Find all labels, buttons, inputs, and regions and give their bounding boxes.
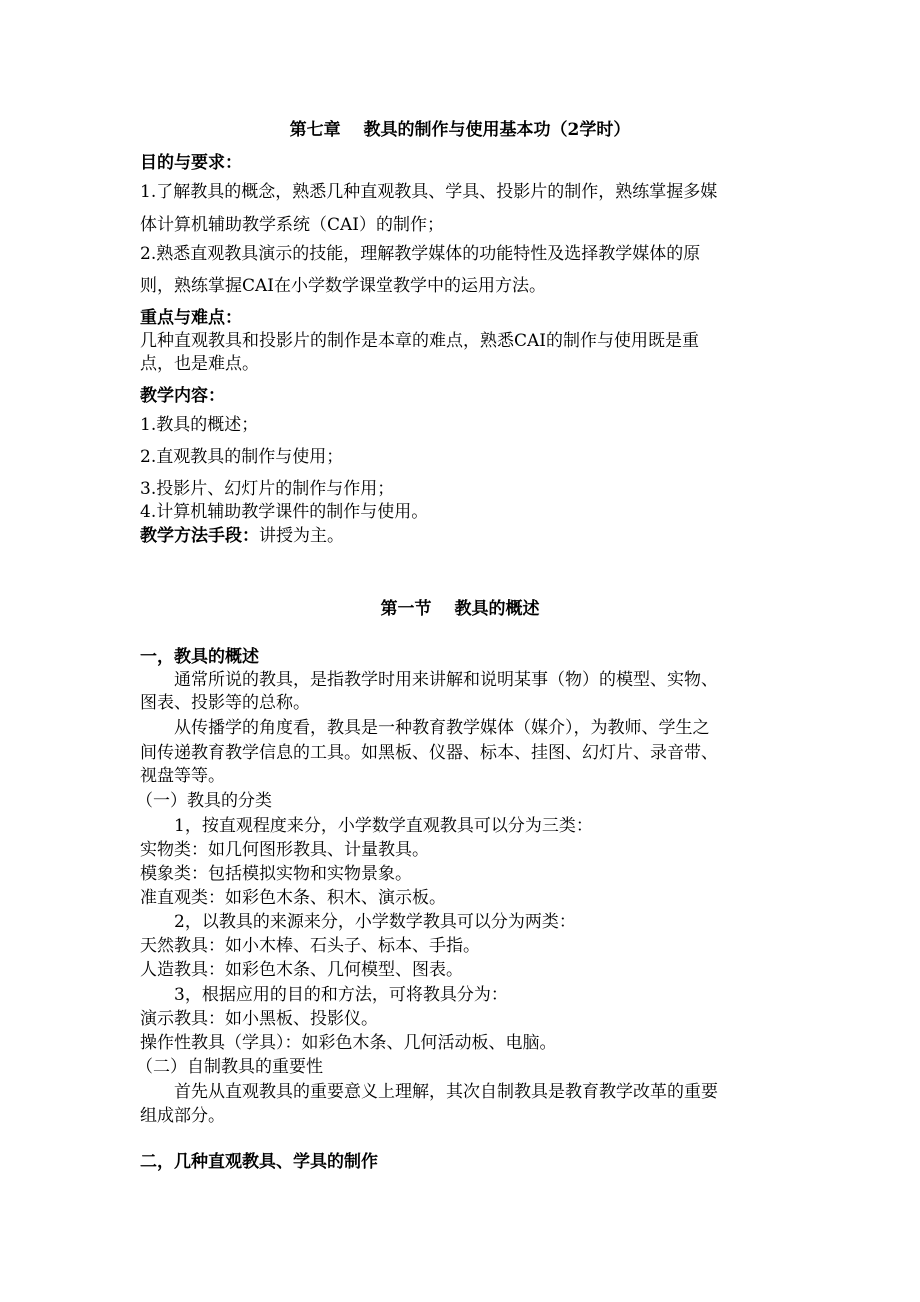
classification-1-item: 准直观类：如彩色木条、积木、演示板。 <box>140 888 446 908</box>
method-line <box>140 524 344 548</box>
paragraph-2-line-2: 间传递教育教学信息的工具。如黑板、仪器、标本、挂图、幻灯片、录音带、 <box>140 743 718 763</box>
classification-3-item: 演示教具：如小黑板、投影仪。 <box>140 1009 378 1029</box>
section-title: 第一节 教具的概述 <box>380 599 540 619</box>
paragraph-1-line-2: 图表、投影等的总称。 <box>140 693 310 713</box>
key-points-line-1: 几种直观教具和投影片的制作是本章的难点，熟悉CAI的制作与使用既是重 <box>140 331 699 351</box>
method-label: 教学方法手段： <box>140 526 259 546</box>
subsection-2-heading: （二）自制教具的重要性 <box>136 1057 323 1077</box>
classification-2-item: 人造教具：如彩色木条、几何模型、图表。 <box>140 960 463 980</box>
subsection-2-line-2: 组成部分。 <box>140 1106 225 1126</box>
key-points-line-2: 点，也是难点。 <box>140 354 259 374</box>
key-points-heading: 重点与难点： <box>140 308 242 328</box>
paragraph-2-line-1: 从传播学的角度看，教具是一种教育教学媒体（媒介），为教师、学生之 <box>174 718 710 738</box>
content-item: 1.教具的概述； <box>140 415 259 435</box>
content-item: 3.投影片、幻灯片的制作与作用； <box>140 479 395 499</box>
classification-3-item: 操作性教具（学具）：如彩色木条、几何活动板、电脑。 <box>140 1033 557 1053</box>
objective-item-2-line-2: 则，熟练掌握CAI在小学数学课堂教学中的运用方法。 <box>140 276 546 296</box>
objective-item-1-line-2: 体计算机辅助教学系统（CAI）的制作； <box>140 215 444 235</box>
classification-2-item: 天然教具：如小木棒、石头子、标本、手指。 <box>140 936 480 956</box>
content-heading: 教学内容： <box>140 386 225 406</box>
chapter-title: 第七章 教具的制作与使用基本功（2学时） <box>289 120 631 140</box>
part-2-heading: 二，几种直观教具、学具的制作 <box>140 1152 378 1172</box>
content-item: 4.计算机辅助教学课件的制作与使用。 <box>140 502 429 522</box>
part-1-heading: 一，教具的概述 <box>140 647 259 667</box>
classification-1-item: 实物类：如几何图形教具、计量教具。 <box>140 840 429 860</box>
method-value: 讲授为主。 <box>259 526 344 546</box>
paragraph-2-line-3: 视盘等等。 <box>140 766 225 786</box>
subsection-1-heading: （一）教具的分类 <box>136 791 272 811</box>
objectives-heading: 目的与要求： <box>140 153 242 173</box>
objective-item-2-line-1: 2.熟悉直观教具演示的技能，理解教学媒体的功能特性及选择教学媒体的原 <box>140 244 701 264</box>
classification-1-item: 模象类：包括模拟实物和实物景象。 <box>140 864 412 884</box>
content-item: 2.直观教具的制作与使用； <box>140 447 344 467</box>
objective-item-1-line-1: 1.了解教具的概念，熟悉几种直观教具、学具、投影片的制作，熟练掌握多媒 <box>140 182 718 202</box>
classification-1-intro: 1，按直观程度来分，小学数学直观教具可以分为三类： <box>174 816 593 836</box>
classification-3-intro: 3，根据应用的目的和方法，可将教具分为： <box>174 985 508 1005</box>
classification-2-intro: 2，以教具的来源来分，小学数学教具可以分为两类： <box>174 912 576 932</box>
paragraph-1-line-1: 通常所说的教具，是指教学时用来讲解和说明某事（物）的模型、实物、 <box>174 670 718 690</box>
subsection-2-line-1: 首先从直观教具的重要意义上理解，其次自制教具是教育教学改革的重要 <box>174 1082 718 1102</box>
